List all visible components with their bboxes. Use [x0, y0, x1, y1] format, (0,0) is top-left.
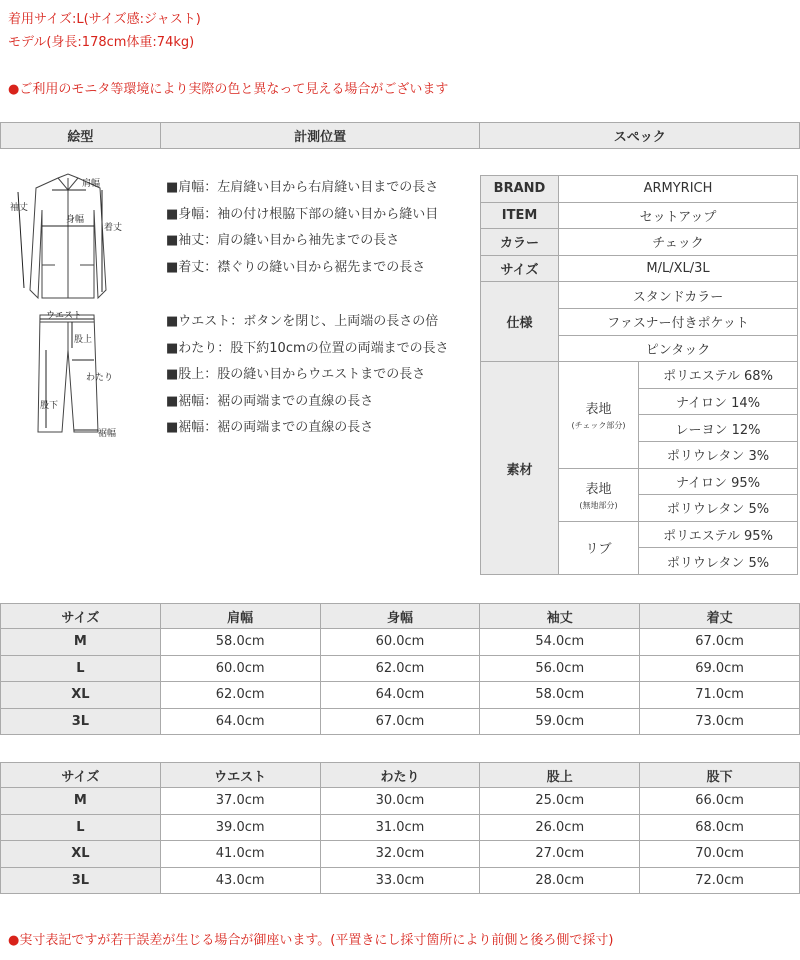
size-cell: 43.0cm	[160, 867, 320, 894]
material-item: ポリウレタン 3%	[639, 441, 798, 468]
size-cell: 32.0cm	[320, 841, 480, 868]
size-cell: 25.0cm	[480, 788, 640, 815]
material-item: ナイロン 14%	[639, 388, 798, 415]
size-cell: 62.0cm	[160, 682, 320, 709]
size-header: ウエスト	[160, 763, 320, 788]
material-item: ポリウレタン 5%	[639, 495, 798, 522]
jacket-size-table	[0, 603, 800, 735]
spec-table	[480, 175, 798, 575]
spec-material-label: 素材	[481, 362, 559, 575]
spec-feature-value: ファスナー付きポケット	[559, 308, 798, 335]
material-part	[559, 468, 639, 521]
label-hem: 裾幅	[98, 429, 117, 439]
size-cell: 33.0cm	[320, 867, 480, 894]
size-header: サイズ	[1, 604, 161, 629]
measurement-notice: ●実寸表記ですが若干誤差が生じる場合が御座います。(平置きにし採寸箇所により前側と後ろ側で採寸)	[8, 933, 614, 948]
table-row	[1, 655, 800, 682]
material-item: レーヨン 12%	[639, 415, 798, 442]
spec-brand-label: BRAND	[481, 176, 559, 203]
garment-diagram	[10, 170, 125, 444]
material-part	[559, 521, 639, 574]
size-header: 袖丈	[480, 604, 640, 629]
jacket-measure-list	[166, 175, 438, 281]
size-cell: 73.0cm	[640, 708, 800, 735]
size-cell: 64.0cm	[160, 708, 320, 735]
size-cell: 59.0cm	[480, 708, 640, 735]
size-cell: 56.0cm	[480, 655, 640, 682]
measure-item: ■ウエスト：ボタンを閉じ、上両端の長さの倍	[166, 314, 439, 329]
spec-size-label: サイズ	[481, 255, 559, 282]
size-cell: 60.0cm	[320, 629, 480, 656]
size-cell: 69.0cm	[640, 655, 800, 682]
size-cell: 60.0cm	[160, 655, 320, 682]
table-row	[1, 788, 800, 815]
material-part-name: 表地	[585, 402, 612, 418]
size-cell: 72.0cm	[640, 867, 800, 894]
table-row	[1, 629, 800, 656]
size-cell: 31.0cm	[320, 814, 480, 841]
measure-item: ■股上：股の縫い目からウエストまでの長さ	[166, 367, 426, 382]
size-cell: 66.0cm	[640, 788, 800, 815]
size-cell: 64.0cm	[320, 682, 480, 709]
material-item: ポリエステル 68%	[639, 362, 798, 389]
material-part-note: (チェック部分)	[571, 421, 626, 431]
spec-feature-label: 仕様	[481, 282, 559, 362]
jacket-illustration	[30, 174, 106, 298]
size-cell: 27.0cm	[480, 841, 640, 868]
measure-item: ■わたり：股下約10cmの位置の両端までの長さ	[166, 340, 449, 356]
size-header: サイズ	[1, 763, 161, 788]
size-cell: 68.0cm	[640, 814, 800, 841]
table-row	[1, 814, 800, 841]
material-part-name: リブ	[585, 542, 612, 558]
pants-measure-list	[166, 309, 449, 442]
measure-item: ■着丈：襟ぐりの縫い目から裾先までの長さ	[166, 259, 426, 275]
size-cell: M	[1, 788, 161, 815]
material-part-name: 表地	[585, 482, 612, 498]
header-figure: 絵型	[1, 123, 161, 149]
header-spec: スペック	[480, 123, 800, 149]
table-row	[1, 682, 800, 709]
spec-size-value: M/L/XL/3L	[559, 255, 798, 282]
material-part-note: (無地部分)	[579, 501, 618, 511]
size-cell: 3L	[1, 708, 161, 735]
label-shoulder: 肩幅	[82, 179, 101, 189]
size-cell: 70.0cm	[640, 841, 800, 868]
spec-color-value: チェック	[559, 229, 798, 256]
size-worn-text: 着用サイズ:L(サイズ感:ジャスト)	[8, 12, 201, 27]
size-cell: 30.0cm	[320, 788, 480, 815]
spec-brand-value: ARMYRICH	[559, 176, 798, 203]
size-cell: 67.0cm	[640, 629, 800, 656]
label-inseam: 股下	[40, 401, 59, 411]
size-cell: 58.0cm	[480, 682, 640, 709]
model-info-text: モデル(身長:178cm体重:74kg)	[8, 35, 195, 50]
spec-item-value: セットアップ	[559, 202, 798, 229]
label-rise: 股上	[74, 335, 93, 345]
size-cell: 58.0cm	[160, 629, 320, 656]
material-item: ポリエステル 95%	[639, 521, 798, 548]
size-cell: 54.0cm	[480, 629, 640, 656]
size-cell: 71.0cm	[640, 682, 800, 709]
size-cell: 26.0cm	[480, 814, 640, 841]
color-notice: ●ご利用のモニタ等環境により実際の色と異なって見える場合がございます	[8, 82, 449, 97]
table-row	[1, 841, 800, 868]
size-cell: 67.0cm	[320, 708, 480, 735]
measure-item: ■袖丈：肩の縫い目から袖先までの長さ	[166, 233, 400, 248]
spec-color-label: カラー	[481, 229, 559, 256]
pants-size-table	[0, 762, 800, 894]
size-header: 着丈	[640, 604, 800, 629]
label-waist: ウエスト	[46, 311, 83, 321]
measure-item: ■裾幅：裾の両端までの直線の長さ	[166, 393, 374, 409]
measure-item: ■身幅：袖の付け根脇下部の縫い目から縫い目	[166, 206, 439, 222]
size-header: 身幅	[320, 604, 480, 629]
spec-feature-value: ピンタック	[559, 335, 798, 362]
spec-item-label: ITEM	[481, 202, 559, 229]
size-cell: M	[1, 629, 161, 656]
material-item: ポリウレタン 5%	[639, 548, 798, 575]
material-item: ナイロン 95%	[639, 468, 798, 495]
size-cell: 28.0cm	[480, 867, 640, 894]
label-sleeve: 袖丈	[10, 203, 29, 213]
label-thigh: わたり	[86, 373, 114, 383]
measure-item: ■裾幅：裾の両端までの直線の長さ	[166, 420, 374, 435]
spec-feature-value: スタンドカラー	[559, 282, 798, 309]
size-header: 股下	[640, 763, 800, 788]
size-cell: 3L	[1, 867, 161, 894]
size-cell: L	[1, 814, 161, 841]
size-cell: L	[1, 655, 161, 682]
section-header-table	[0, 122, 800, 149]
size-cell: 39.0cm	[160, 814, 320, 841]
table-row	[1, 867, 800, 894]
size-header: 股上	[480, 763, 640, 788]
table-row	[1, 708, 800, 735]
size-header: 肩幅	[160, 604, 320, 629]
material-part	[559, 362, 639, 468]
size-cell: 62.0cm	[320, 655, 480, 682]
size-cell: XL	[1, 682, 161, 709]
size-cell: 41.0cm	[160, 841, 320, 868]
label-length: 着丈	[104, 223, 123, 233]
size-cell: XL	[1, 841, 161, 868]
header-measure: 計測位置	[160, 123, 480, 149]
measure-item: ■肩幅：左肩縫い目から右肩縫い目までの長さ	[166, 180, 439, 195]
size-header: わたり	[320, 763, 480, 788]
label-chest: 身幅	[66, 215, 85, 225]
size-cell: 37.0cm	[160, 788, 320, 815]
